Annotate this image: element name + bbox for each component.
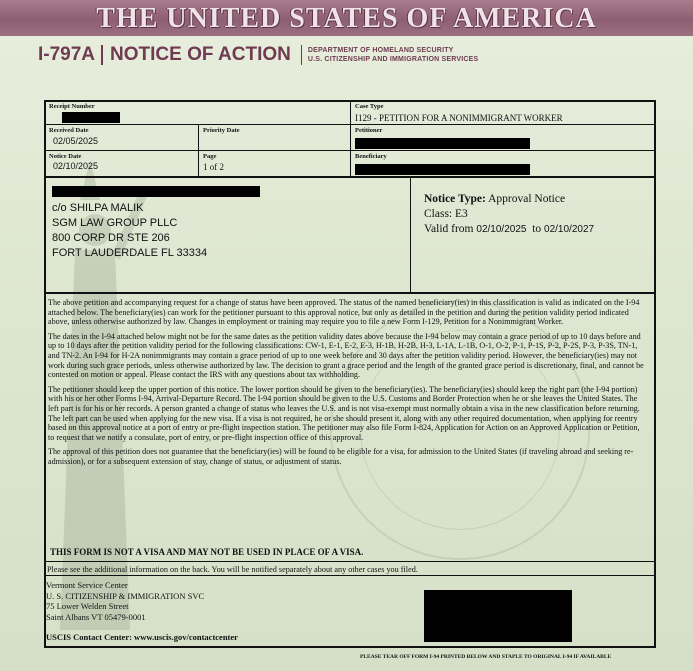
received-date-value: 02/05/2025 [53, 136, 99, 146]
department-divider [301, 45, 302, 65]
notice-body [48, 298, 646, 472]
contact-center: USCIS Contact Center: www.uscis.gov/contactcenter [46, 632, 238, 642]
notice-type-block [424, 192, 594, 237]
notice-date-value: 02/10/2025 [53, 161, 99, 171]
address-line-1: c/o SHILPA MALIK [52, 202, 144, 214]
case-type-label: Case Type [355, 103, 384, 110]
beneficiary-redaction [355, 164, 530, 175]
receipt-number-label: Receipt Number [49, 103, 95, 110]
col-line-main [350, 100, 351, 177]
form-title-line [38, 42, 478, 68]
body-paragraph-4: The approval of this petition does not guarantee that the beneficiary(ies) will be found to be eligible for a visa, for admission to the United States (if traveling abroad and seeking re-admission), or for a subsequent extension of stay, change of status, or adjustment of status. [48, 447, 634, 466]
additional-info-note: Please see the additional information on the back. You will be notified separately about any other cases you filed. [47, 565, 418, 574]
received-date-label: Received Date [49, 127, 89, 134]
form-number: I-797A [38, 44, 96, 65]
beneficiary-label: Beneficiary [355, 153, 387, 160]
page-value: 1 of 2 [203, 162, 224, 172]
department-name: DEPARTMENT OF HOMELAND SECURITY U.S. CITIZENSHIP AND IMMIGRATION SERVICES [307, 47, 479, 63]
frame-right [654, 100, 656, 648]
barcode-redaction [424, 590, 572, 642]
service-center-line-4: Saint Albans VT 05479-0001 [46, 611, 146, 622]
title-divider [101, 45, 103, 65]
mailing-address [52, 201, 207, 261]
body-paragraph-3: The petitioner should keep the upper portion of this notice. The lower portion should be given to the beneficiary(ies). The beneficiary(ies) should keep the right part (the I-94 portion) with his or her other Forms I-94, Arrival-Departure Record. The I-94 portion should be given to the U.S. Customs and Border Protection when he or she leaves the United States. The left part is for his or her records. A person granted a change of status who leaves the U.S. and is not visa-exempt must normally obtain a visa in the new classification before returning. The left part can be used when applying for the new visa. If a visa is not required, he or she should present it, along with any other required documentation, when applying for reentry based on this approval notice at a port of entry or pre-flight inspection station. The petitioner may also file Form I-824, Application for Action on an Approved Application or Petition, to request that we notify a consulate, port of entry, or pre-flight inspection office of this approval. [48, 384, 640, 442]
addressee-redaction [52, 186, 260, 197]
notice-class: Class: E3 [424, 208, 468, 220]
valid-to-date: 02/10/2027 [544, 224, 595, 235]
service-center-address [46, 580, 204, 622]
address-line-4: FORT LAUDERDALE FL 33334 [52, 247, 208, 259]
col-line-priority [198, 124, 199, 177]
valid-from-date: 02/10/2025 [476, 224, 527, 235]
body-paragraph-2: The dates in the I-94 attached below might not be for the same dates as the petition validity dates above because the I-94 below may contain a grace period of up to 10 days before and up to 10 days after the petition validity period for the following classifications: CW-1, E-1, E-2, E-3, H-1B, H-2B, H-3, L-1A, L-1B, O-1, O-2, P-1, P-1S, P-2, P-2S, P-3, P-3S, TN-1, and TN-2. An I-94 for H-2A nonimmigrants may contain a grace period of up to one week before and 30 days after the petition validity period. However, the beneficiary(ies) may not work during such grace periods, unless otherwise authorized by law. The decision to grant a grace period and the length of the granted grace period is discretionary, final, and cannot be contested on motion or appeal. Please contact the IRS with any questions about tax withholding. [48, 331, 644, 380]
body-paragraph-1: The above petition and accompanying request for a change of status have been approved. The status of the named beneficiary(ies) in this classification is valid as indicated on the I-94 attached below. The beneficiary(ies) can work for the petitioner pursuant to this approval notice, but only as detailed in the petition and during the petition validity period indicated above, unless otherwise authorized by law. Changes in employment or training may require you to file a new Form I-129, Petition for a Nonimmigrant Worker. [48, 298, 640, 327]
valid-from-prefix: Valid from [424, 223, 474, 235]
service-center-line-1: Vermont Service Center [46, 580, 128, 590]
row-line-4 [44, 292, 656, 294]
petitioner-redaction [355, 138, 530, 149]
header-banner [0, 0, 693, 36]
tear-off-instruction: PLEASE TEAR OFF FORM I-94 PRINTED BELOW AND STAPLE TO ORIGINAL I-94 IF AVAILABLE [360, 654, 612, 660]
petitioner-label: Petitioner [355, 127, 383, 134]
valid-to-word: to [532, 223, 542, 235]
col-line-address [410, 177, 411, 293]
frame-bottom [44, 646, 656, 648]
receipt-number-redaction [62, 112, 120, 123]
case-type-value: I129 - PETITION FOR A NONIMMIGRANT WORKER [355, 113, 563, 123]
frame-left [44, 100, 46, 648]
address-line-2: SGM LAW GROUP PLLC [52, 217, 178, 229]
row-line-5 [44, 561, 656, 562]
notice-date-label: Notice Date [49, 153, 82, 160]
priority-date-label: Priority Date [203, 127, 240, 134]
notice-type-value: Approval Notice [488, 193, 566, 205]
visa-warning: THIS FORM IS NOT A VISA AND MAY NOT BE USED IN PLACE OF A VISA. [50, 547, 364, 557]
service-center-line-2: U. S. CITIZENSHIP & IMMIGRATION SVC [46, 590, 205, 601]
row-line-6 [44, 575, 656, 576]
service-center-line-3: 75 Lower Welden Street [46, 601, 129, 612]
page-label: Page [203, 153, 217, 160]
banner-title: THE UNITED STATES OF AMERICA [96, 3, 597, 34]
form-title: NOTICE OF ACTION [110, 44, 291, 65]
notice-type-label: Notice Type: [424, 193, 486, 205]
address-line-3: 800 CORP DR STE 206 [52, 232, 170, 244]
